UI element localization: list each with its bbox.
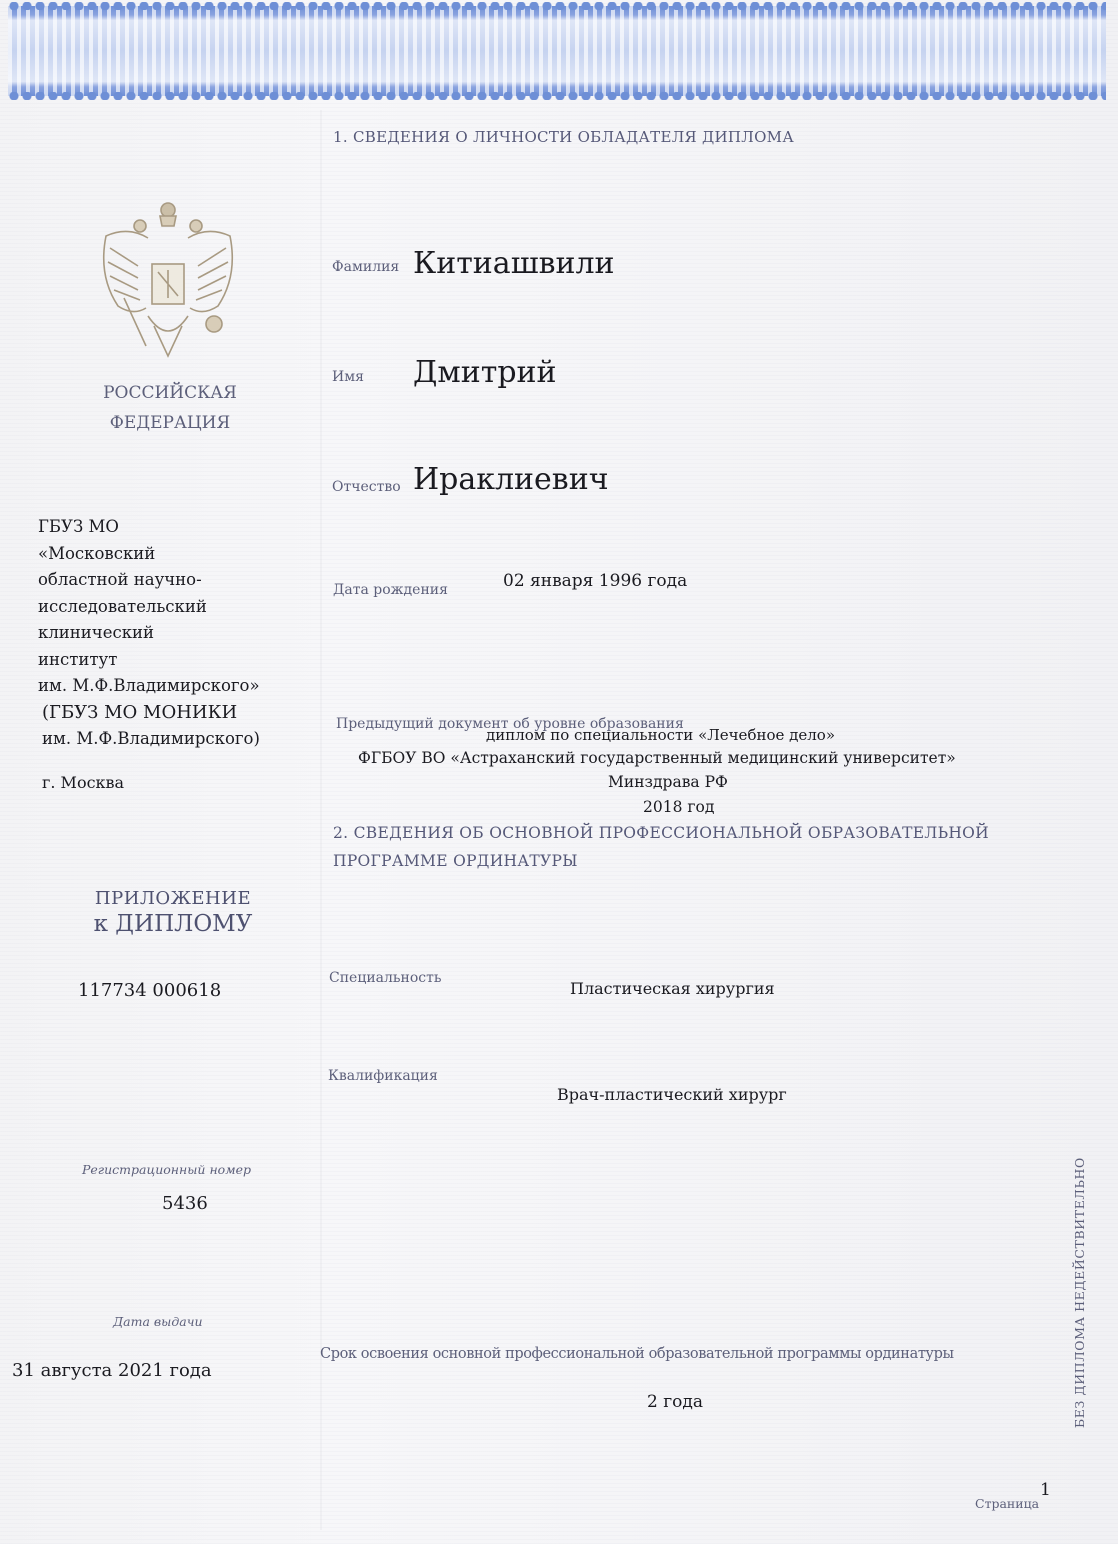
validity-notice: БЕЗ ДИПЛОМА НЕДЕЙСТВИТЕЛЬНО — [1072, 1157, 1087, 1428]
surname-value: Китиашвили — [413, 246, 615, 281]
appendix-line2: к ДИПЛОМУ — [93, 911, 253, 937]
patronymic-label: Отчество — [332, 479, 401, 495]
name-value: Дмитрий — [413, 355, 557, 390]
russian-coat-of-arms-icon — [88, 196, 248, 372]
org-line: «Московский — [38, 543, 156, 563]
org-line: им. М.Ф.Владимирского» — [38, 676, 260, 695]
issue-date: 31 августа 2021 года — [12, 1360, 212, 1381]
country-line2: ФЕДЕРАЦИЯ — [109, 413, 231, 433]
patronymic-value: Ираклиевич — [413, 462, 609, 497]
org-line: институт — [38, 649, 118, 669]
duration-value: 2 года — [647, 1392, 703, 1412]
org-line: им. М.Ф.Владимирского) — [42, 729, 260, 748]
prev-doc-line3: Минздрава РФ — [608, 773, 728, 791]
specialty-label: Специальность — [329, 970, 442, 986]
prev-doc-line1: диплом по специальности «Лечебное дело» — [486, 726, 835, 744]
section1-title: 1. СВЕДЕНИЯ О ЛИЧНОСТИ ОБЛАДАТЕЛЯ ДИПЛОМА — [333, 128, 794, 146]
page-number: 1 — [1040, 1480, 1051, 1500]
birth-date-label: Дата рождения — [333, 582, 448, 598]
name-label: Имя — [332, 369, 364, 385]
qualification-label: Квалификация — [328, 1068, 438, 1084]
prev-doc-line4: 2018 год — [643, 798, 715, 816]
document-number: 117734 000618 — [78, 980, 222, 1001]
duration-label: Срок освоения основной профессиональной образовательной программы ординатуры — [320, 1346, 954, 1362]
country-line1: РОССИЙСКАЯ — [103, 383, 237, 403]
registration-label: Регистрационный номер — [82, 1162, 251, 1177]
prev-doc-label: Предыдущий документ об уровне образования — [336, 716, 684, 732]
registration-number: 5436 — [162, 1193, 208, 1214]
org-line: ГБУЗ МО — [38, 517, 119, 536]
page-divider — [320, 110, 322, 1530]
issue-date-label: Дата выдачи — [113, 1314, 203, 1329]
specialty-value: Пластическая хирургия — [570, 979, 775, 998]
section2-title-line2: ПРОГРАММЕ ОРДИНАТУРЫ — [333, 852, 578, 870]
city: г. Москва — [42, 773, 125, 792]
security-band — [8, 6, 1106, 96]
org-line: клинический — [38, 623, 155, 642]
appendix-title — [88, 888, 258, 937]
org-line: исследовательский — [38, 596, 207, 616]
country-name — [100, 378, 240, 438]
surname-label: Фамилия — [332, 259, 400, 275]
org-line: областной научно- — [38, 570, 202, 589]
prev-doc-line2: ФГБОУ ВО «Астраханский государственный медицинский университет» — [358, 749, 956, 767]
section2-title-line1: 2. СВЕДЕНИЯ ОБ ОСНОВНОЙ ПРОФЕССИОНАЛЬНОЙ ОБРАЗОВАТЕЛЬНОЙ — [333, 824, 989, 842]
org-line: (ГБУЗ МО МОНИКИ — [42, 701, 238, 723]
page-label: Страница — [975, 1496, 1040, 1511]
appendix-line1: ПРИЛОЖЕНИЕ — [94, 888, 252, 909]
qualification-value: Врач-пластический хирург — [557, 1085, 787, 1104]
organization-name — [38, 514, 260, 753]
birth-date-value: 02 января 1996 года — [503, 571, 688, 591]
